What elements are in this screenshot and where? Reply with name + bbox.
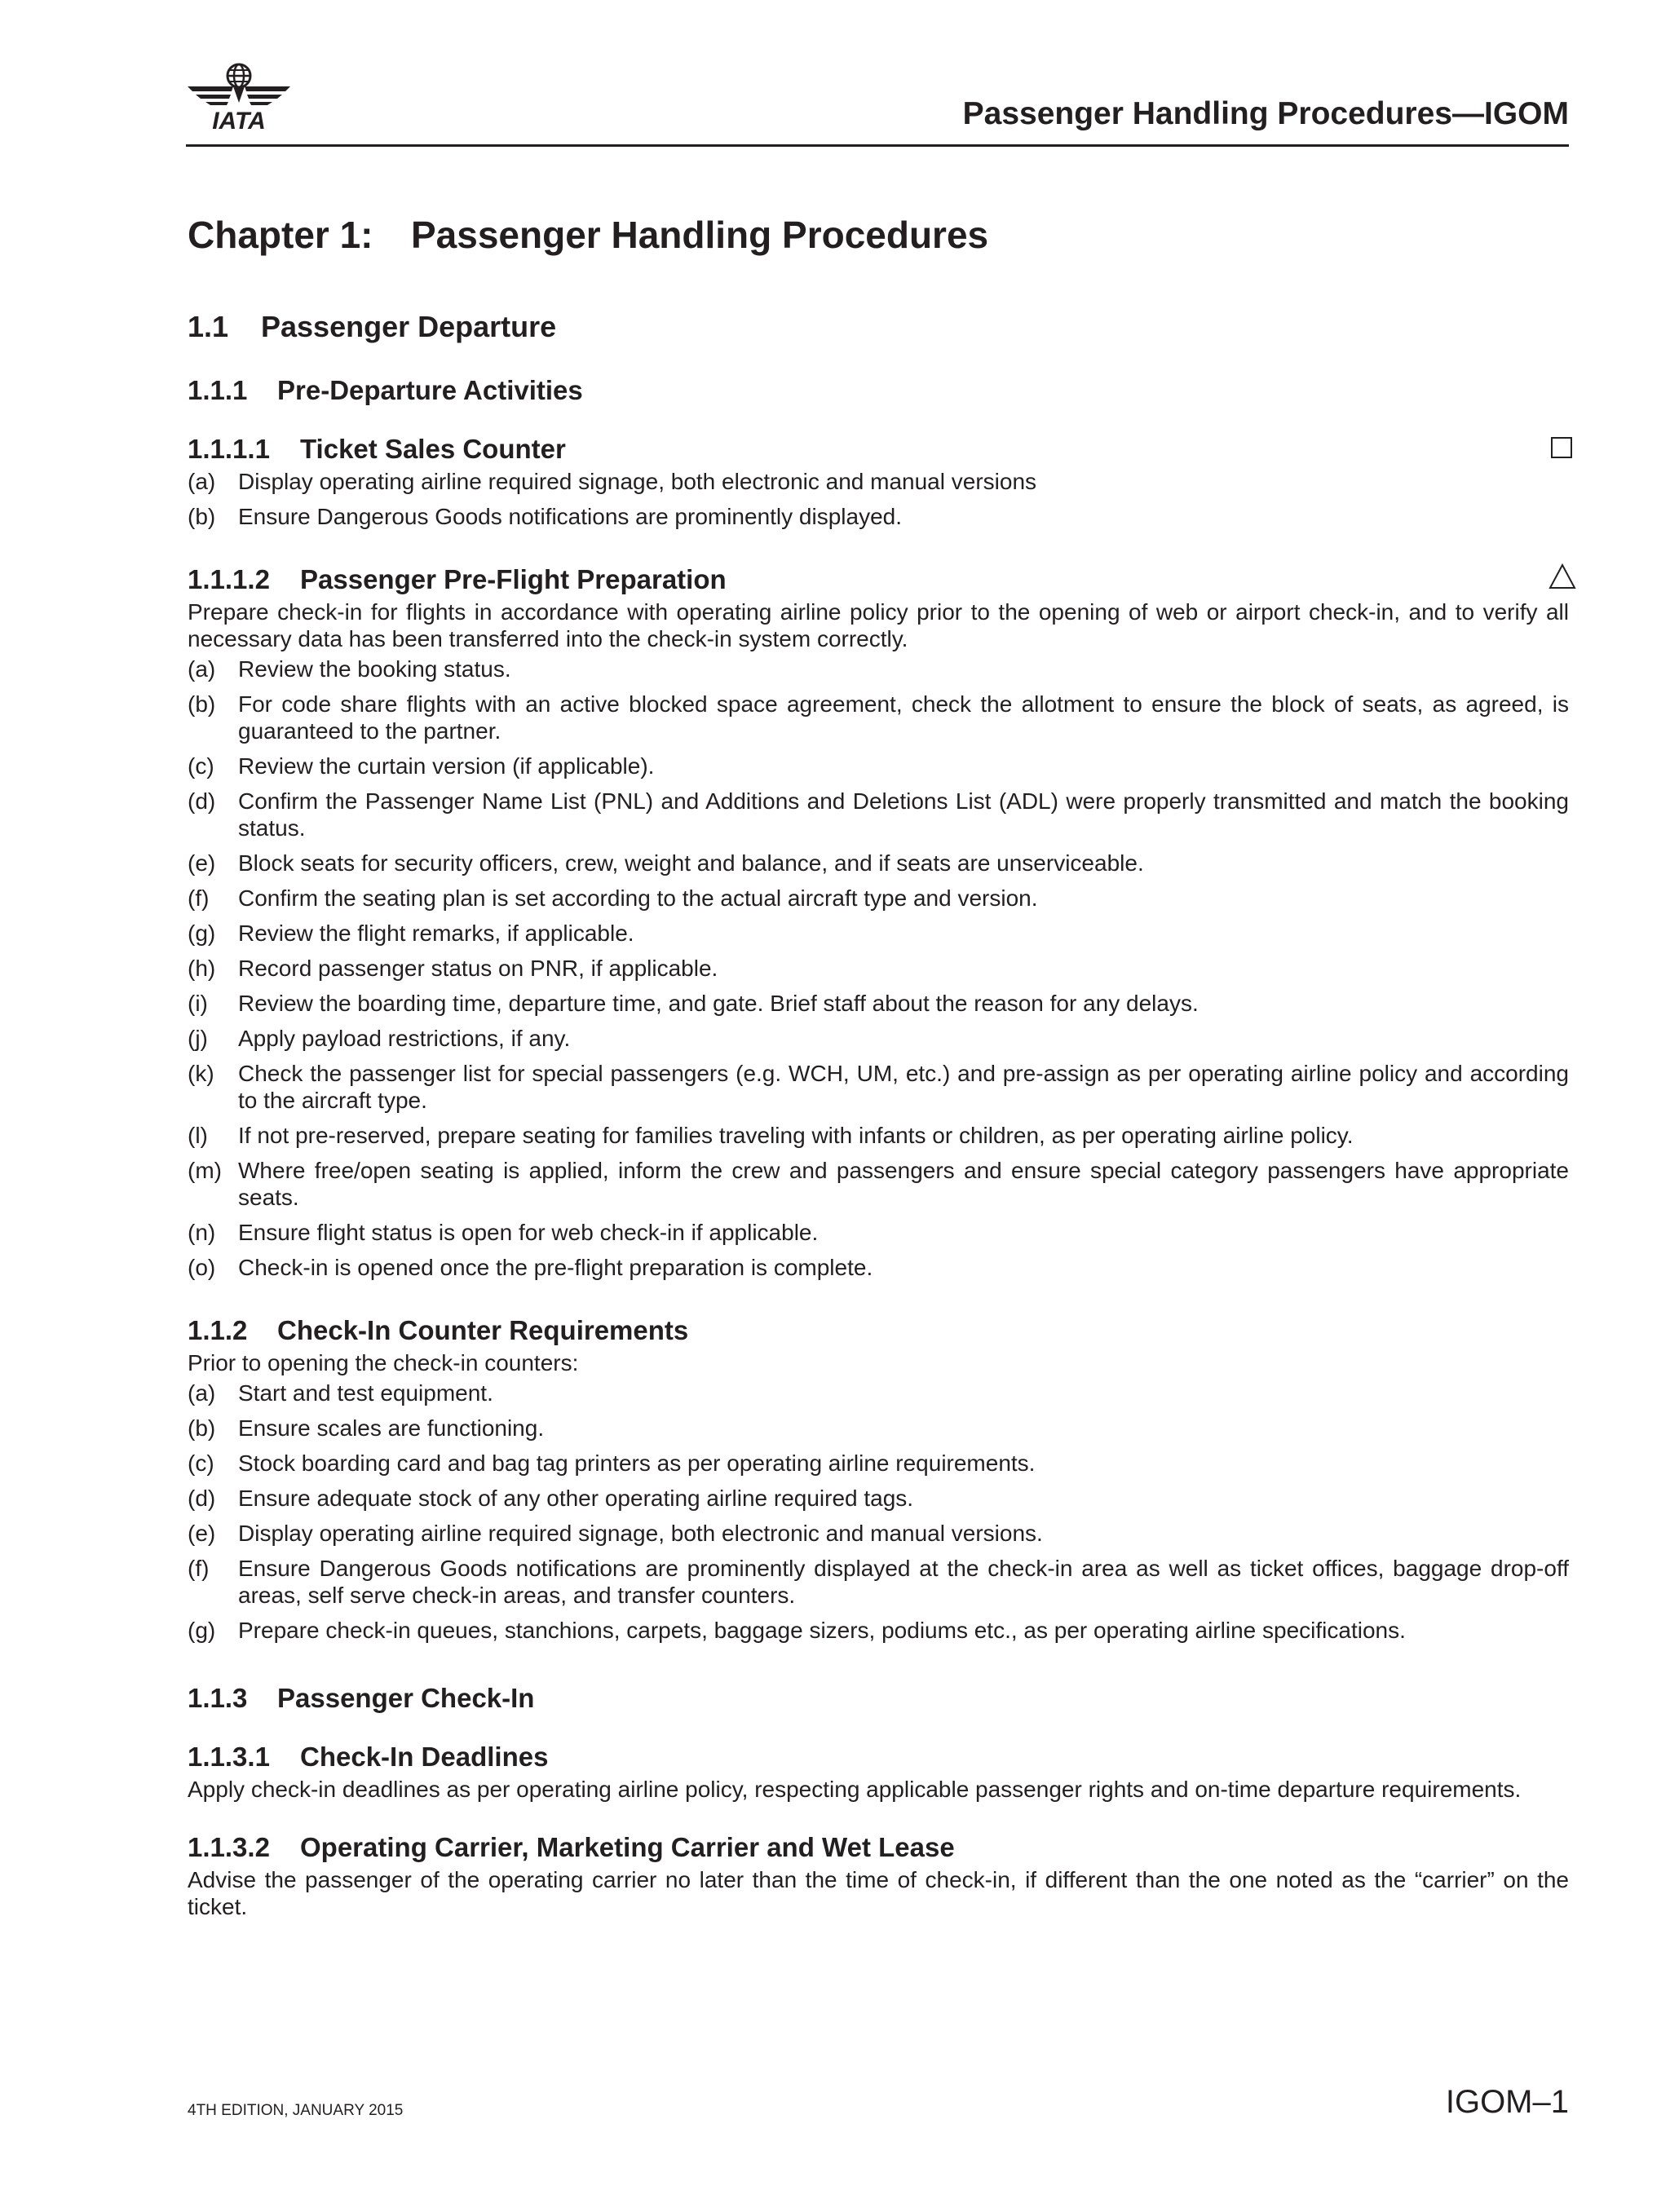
section-title: Check-In Deadlines (300, 1742, 549, 1772)
list-item: (j) Apply payload restrictions, if any. (188, 1026, 571, 1051)
section-1-1-heading (188, 308, 1569, 346)
list-item: (b) Ensure scales are functioning. (188, 1415, 545, 1441)
section-number: 1.1.3.2 (188, 1832, 270, 1862)
check-in-counter-list (188, 1380, 1569, 1644)
svg-text:IATA: IATA (212, 108, 266, 132)
ticket-sales-list (188, 468, 1569, 530)
list-item: (c) Stock boarding card and bag tag printers as per operating airline requirements. (188, 1450, 1036, 1476)
page-number: IGOM–1 (1445, 2084, 1569, 2120)
edition-footer: 4TH EDITION, JANUARY 2015 (188, 2102, 404, 2119)
section-title: Operating Carrier, Marketing Carrier and Wet Lease (300, 1832, 955, 1862)
list-item: (c) Review the curtain version (if applicable). (188, 753, 655, 779)
section-1-1-1-2-heading (188, 563, 1569, 597)
list-item: (a) Display operating airline required signage, both electronic and manual versions (188, 469, 1037, 494)
section-1-1-3-1-heading (188, 1740, 1569, 1774)
list-item: (n) Ensure flight status is open for web check-in if applicable. (188, 1220, 819, 1245)
section-number: 1.1.3 (188, 1683, 248, 1713)
list-item: (e) Display operating airline required signage, both electronic and manual versions. (188, 1521, 1043, 1546)
section-number: 1.1.2 (188, 1315, 248, 1345)
operating-carrier-text: Advise the passenger of the operating carrier no later than the time of check-in, if different than the one noted as the “carrier” on the ticket. (188, 1867, 1569, 1919)
list-item: (b) Ensure Dangerous Goods notifications are prominently displayed. (188, 504, 903, 529)
list-item: (f) Ensure Dangerous Goods notifications are prominently displayed at the check-in area as well as ticket offices, baggage drop-off areas, self serve check-in areas, and transfer counters. (188, 1556, 1569, 1608)
list-item: (k) Check the passenger list for special passengers (e.g. WCH, UM, etc.) and pre-assign as per operating airline policy and according to the aircraft type. (188, 1061, 1569, 1113)
section-number: 1.1 (188, 310, 229, 343)
section-title: Passenger Check-In (277, 1683, 535, 1713)
section-1-1-1-heading (188, 373, 1569, 408)
section-number: 1.1.3.1 (188, 1742, 270, 1772)
list-item: (a) Start and test equipment. (188, 1380, 493, 1406)
section-title: Passenger Pre-Flight Preparation (300, 564, 727, 594)
list-item: (d) Confirm the Passenger Name List (PNL) and Additions and Deletions List (ADL) were properly transmitted and match the booking status. (188, 788, 1569, 841)
check-in-deadlines-text: Apply check-in deadlines as per operating airline policy, respecting applicable passenger rights and on-time departure requirements. (188, 1777, 1522, 1802)
list-item: (g) Prepare check-in queues, stanchions, carpets, baggage sizers, podiums etc., as per operating airline specifications. (188, 1618, 1406, 1643)
list-item: (e) Block seats for security officers, crew, weight and balance, and if seats are unserviceable. (188, 850, 1144, 876)
list-item: (f) Confirm the seating plan is set according to the actual aircraft type and version. (188, 885, 1038, 911)
running-title: Passenger Handling Procedures—IGOM (962, 96, 1569, 131)
iata-logo (186, 62, 292, 132)
section-1-1-3-heading (188, 1681, 1569, 1715)
section-number: 1.1.1.2 (188, 564, 270, 594)
change-triangle-icon (1548, 563, 1577, 590)
list-item: (o) Check-in is opened once the pre-flight preparation is complete. (188, 1255, 873, 1280)
section-1-1-3-2-heading (188, 1830, 1569, 1865)
section-number: 1.1.1.1 (188, 434, 270, 464)
chapter-title: Passenger Handling Procedures (411, 214, 989, 256)
section-title: Pre-Departure Activities (277, 375, 583, 405)
page-content (188, 210, 1569, 1923)
list-item: (g) Review the flight remarks, if applicable. (188, 921, 634, 946)
section-number: 1.1.1 (188, 375, 248, 405)
section-title: Passenger Departure (261, 310, 557, 343)
list-item: (d) Ensure adequate stock of any other operating airline required tags. (188, 1486, 914, 1511)
chapter-number: Chapter 1: (188, 214, 373, 256)
list-item: (a) Review the booking status. (188, 656, 511, 682)
section-1-1-2-heading (188, 1314, 1569, 1348)
chapter-heading (188, 210, 1569, 259)
section-title: Ticket Sales Counter (300, 434, 566, 464)
header-rule (186, 144, 1569, 147)
check-in-counter-intro: Prior to opening the check-in counters: (188, 1350, 579, 1375)
pre-flight-list (188, 656, 1569, 1281)
pre-flight-intro: Prepare check-in for flights in accordance with operating airline policy prior to the opening of web or airport check-in, and to verify all necessary data has been transferred into the check-in system correctly. (188, 599, 1569, 651)
section-1-1-1-1-heading (188, 432, 1569, 466)
change-box-icon (1551, 437, 1572, 458)
list-item: (b) For code share flights with an active blocked space agreement, check the allotment to ensure the block of seats, as agreed, is guaranteed to the partner. (188, 691, 1569, 744)
section-title: Check-In Counter Requirements (277, 1315, 689, 1345)
list-item: (m) Where free/open seating is applied, inform the crew and passengers and ensure special category passengers have appropriate seats. (188, 1158, 1569, 1210)
list-item: (h) Record passenger status on PNR, if applicable. (188, 956, 718, 981)
list-item: (i) Review the boarding time, departure time, and gate. Brief staff about the reason for any delays. (188, 991, 1199, 1016)
list-item: (l) If not pre-reserved, prepare seating for families traveling with infants or children, as per operating airline policy. (188, 1123, 1354, 1148)
